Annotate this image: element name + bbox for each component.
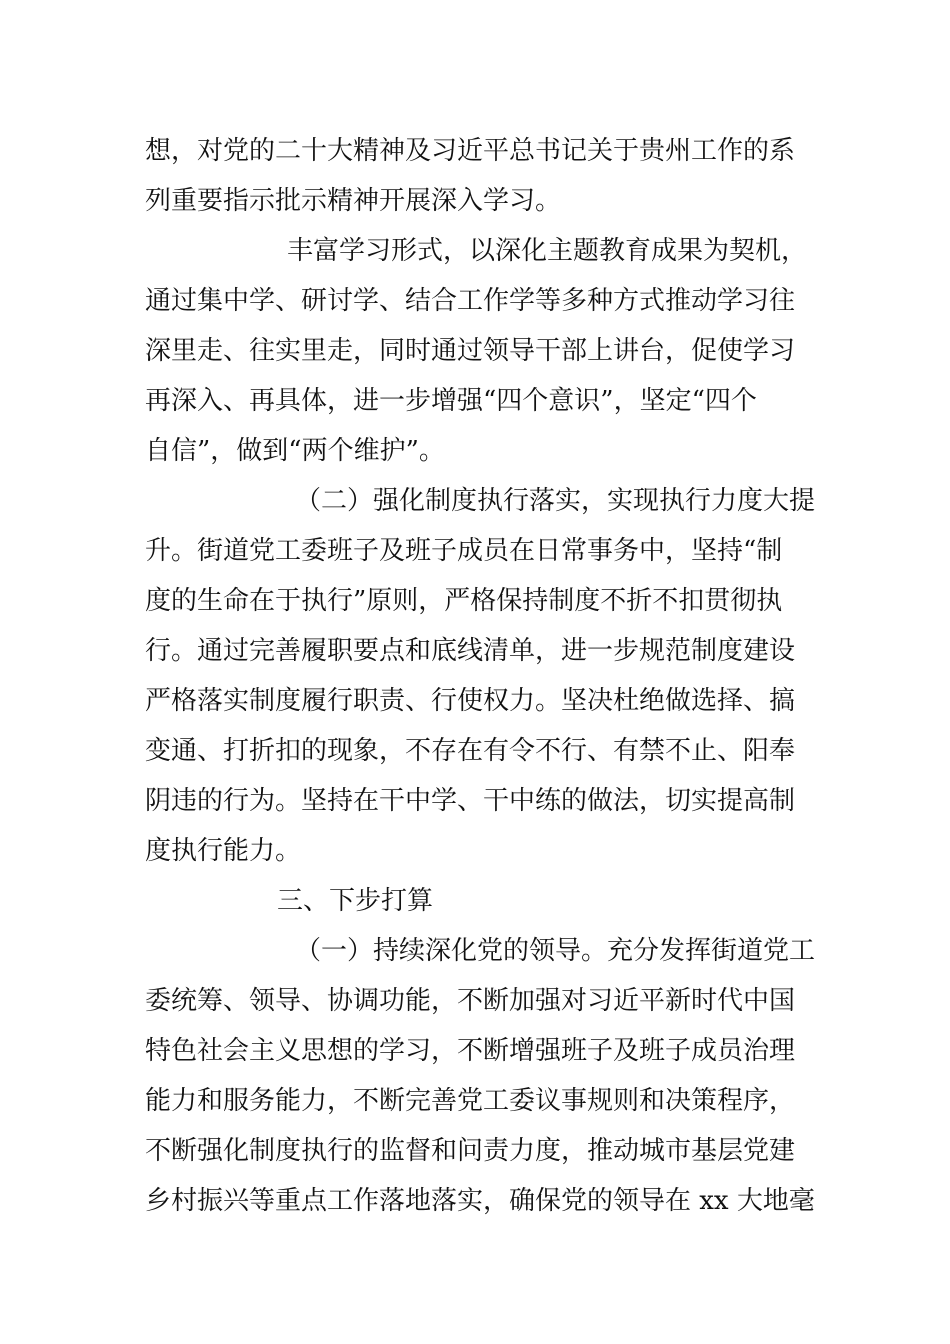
text-line-20: 能力和服务能力，不断完善党工委议事规则和决策程序，: [145, 1086, 796, 1116]
text-line-9: 升。街道党工委班子及班子成员在日常事务中，坚持“制: [145, 536, 783, 566]
text-line-5: 深里走、往实里走，同时通过领导干部上讲台，促使学习: [145, 336, 796, 366]
text-line-6: 再深入、再具体，进一步增强“四个意识”，坚定“四个: [145, 386, 757, 416]
text-line-18: 委统筹、领导、协调功能，不断加强对习近平新时代中国: [145, 986, 796, 1016]
text-line-12: 严格落实制度履行职责、行使权力。坚决杜绝做选择、搞: [145, 686, 796, 716]
text-line-7: 自信”，做到“两个维护”。: [145, 436, 445, 466]
section-heading: 三、下步打算: [277, 886, 434, 916]
text-line-21: 不断强化制度执行的监督和问责力度，推动城市基层党建: [145, 1136, 796, 1166]
text-line-15: 度执行能力。: [145, 836, 302, 866]
text-line-17: （一）持续深化党的领导。充分发挥街道党工: [295, 936, 816, 966]
text-line-19: 特色社会主义思想的学习，不断增强班子及班子成员治理: [145, 1036, 796, 1066]
text-line-3: 丰富学习形式，以深化主题教育成果为契机，: [287, 236, 808, 266]
text-line-8: （二）强化制度执行落实，实现执行力度大提: [295, 486, 816, 516]
text-line-14: 阴违的行为。坚持在干中学、干中练的做法，切实提高制: [145, 786, 796, 816]
text-line-11: 行。通过完善履职要点和底线清单，进一步规范制度建设: [145, 636, 796, 666]
text-line-2: 列重要指示批示精神开展深入学习。: [145, 186, 562, 216]
text-line-13: 变通、打折扣的现象，不存在有令不行、有禁不止、阳奉: [145, 736, 796, 766]
text-line-22: 乡村振兴等重点工作落地落实，确保党的领导在 xx 大地毫: [145, 1186, 815, 1216]
text-line-10: 度的生命在于执行”原则，严格保持制度不折不扣贯彻执: [145, 586, 783, 616]
text-line-1: 想，对党的二十大精神及习近平总书记关于贵州工作的系: [145, 136, 796, 166]
text-line-4: 通过集中学、研讨学、结合工作学等多种方式推动学习往: [145, 286, 796, 316]
